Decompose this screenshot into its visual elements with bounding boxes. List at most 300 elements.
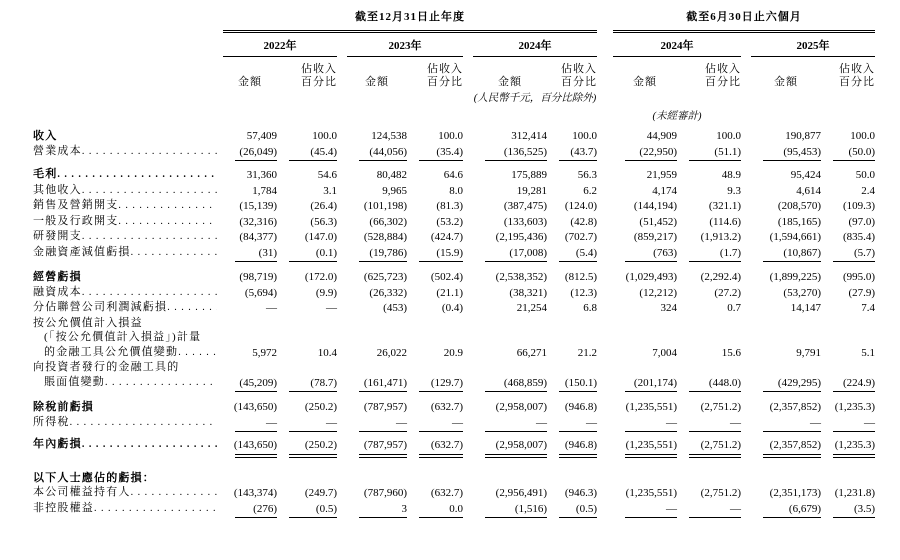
row-label-cell xyxy=(33,262,223,285)
cell-value: — xyxy=(473,415,547,433)
cell-value: (787,957) xyxy=(363,401,407,413)
cell-value: 100.0 xyxy=(312,130,337,142)
cell-value: 20.9 xyxy=(443,346,463,359)
cell-value: (1.7) xyxy=(677,245,741,263)
dot-leader xyxy=(131,245,217,261)
cell-value: (946.8) xyxy=(547,432,597,458)
cell-value: (22,950) xyxy=(613,144,677,162)
col-header-pct-line1: 佔收入 xyxy=(427,63,463,75)
col-header-pct-line1: 佔收入 xyxy=(839,63,876,75)
dot-leader xyxy=(70,415,217,431)
cell-value: (133,603) xyxy=(503,215,547,228)
group-gap xyxy=(597,214,613,230)
cell-value: 0.7 xyxy=(727,302,741,314)
row-label-text: 銷售及營銷開支 xyxy=(33,199,119,211)
group-gap xyxy=(597,10,613,31)
cell-value: (2,357,852) xyxy=(769,401,821,413)
group-gap xyxy=(597,229,613,245)
cell-value: 324 xyxy=(660,302,677,314)
pair-gap xyxy=(337,144,347,162)
col-header-pct-line1: 佔收入 xyxy=(705,63,741,75)
cell-value: 2.4 xyxy=(861,184,876,197)
currency-note: (人民幣千元，百分比除外) xyxy=(473,93,597,104)
cell-value: (114.6) xyxy=(709,215,741,228)
pair-gap xyxy=(463,183,473,199)
pair-gap xyxy=(741,144,751,162)
pair-gap xyxy=(741,285,751,301)
cell-value: (250.2) xyxy=(304,401,337,413)
cell-value: 0.0 xyxy=(407,501,463,519)
table-row xyxy=(33,501,875,519)
pair-gap xyxy=(741,432,751,458)
cell-value: (27.9) xyxy=(848,286,876,299)
cell-value: (0.5) xyxy=(277,501,337,519)
pair-gap xyxy=(337,501,347,519)
cell-value: 3 xyxy=(347,501,407,519)
cell-value: (859,217) xyxy=(633,231,677,243)
row-label xyxy=(33,437,217,453)
cell-value: (45,209) xyxy=(223,375,277,393)
table-row xyxy=(33,183,875,199)
row-label-cell xyxy=(33,316,875,331)
cell-value: (2,292.4) xyxy=(700,271,741,283)
currency-note-row xyxy=(33,89,875,107)
row-label xyxy=(33,285,217,301)
cell-value: (124.0) xyxy=(564,200,597,212)
row-label-cell xyxy=(33,485,223,501)
cell-value: (26.4) xyxy=(310,200,337,212)
pair-gap xyxy=(463,57,473,90)
cell-value: (15,139) xyxy=(239,200,277,212)
year-header: 2022年 xyxy=(223,31,337,57)
cell-value: 21,254 xyxy=(516,302,547,314)
row-label-cell xyxy=(33,458,875,486)
cell-value: (502.4) xyxy=(430,271,463,283)
pair-gap xyxy=(463,214,473,230)
cell-value: (51,452) xyxy=(639,215,677,228)
cell-value: (12.3) xyxy=(570,286,597,299)
pair-gap xyxy=(463,229,473,245)
year-header: 2025年 xyxy=(751,31,875,57)
row-label-text: 所得稅 xyxy=(33,415,70,428)
cell-value: (632.7) xyxy=(430,401,463,413)
cell-value: 9.3 xyxy=(727,184,741,197)
corner-cell xyxy=(33,10,223,31)
pair-gap xyxy=(463,501,473,519)
cell-value: — xyxy=(326,302,337,314)
cell-value: (19,786) xyxy=(347,245,407,263)
pair-gap xyxy=(463,262,473,285)
row-label-cell xyxy=(33,360,875,375)
pair-gap xyxy=(741,57,751,90)
cell-value: (97.0) xyxy=(848,215,876,228)
cell-value: (35.4) xyxy=(407,144,463,162)
cell-value: 10.4 xyxy=(317,346,337,359)
cell-value: (2,357,852) xyxy=(751,432,821,458)
cell-value: (51.1) xyxy=(677,144,741,162)
dot-leader xyxy=(82,144,217,160)
cell-value: (44,056) xyxy=(347,144,407,162)
group-gap xyxy=(597,262,613,285)
pair-gap xyxy=(463,161,473,183)
cell-value: — xyxy=(547,415,597,433)
pair-gap xyxy=(741,161,751,183)
group-gap xyxy=(597,392,613,415)
cell-value: (101,198) xyxy=(363,200,407,212)
dot-leader xyxy=(131,485,217,501)
row-label xyxy=(44,345,217,361)
cell-value: (53.2) xyxy=(436,215,463,228)
cell-value: — xyxy=(347,415,407,433)
col-header-amount: 金額 xyxy=(238,75,262,88)
group-gap xyxy=(597,124,613,144)
cell-value: (763) xyxy=(613,245,677,263)
pair-gap xyxy=(337,285,347,301)
period-header: 截至6月30日止六個月 xyxy=(613,10,875,31)
table-row xyxy=(33,360,875,375)
row-label-text: 經營虧損 xyxy=(33,271,82,283)
cell-value: (1,029,493) xyxy=(625,271,677,283)
dot-leader xyxy=(57,167,217,183)
cell-value: (66,302) xyxy=(369,215,407,228)
cell-value: (2,958,007) xyxy=(495,401,547,413)
cell-value: (1,899,225) xyxy=(769,271,821,283)
cell-value: (95,453) xyxy=(751,144,821,162)
col-header-amount: 金額 xyxy=(633,75,657,88)
unaudited-note-row xyxy=(33,107,875,125)
row-label xyxy=(33,471,869,486)
cell-value: 44,909 xyxy=(646,130,677,142)
cell-value: (31) xyxy=(223,245,277,263)
cell-value: 100.0 xyxy=(850,130,876,142)
pair-gap xyxy=(463,124,473,144)
cell-value: (995.0) xyxy=(842,271,876,283)
table-row xyxy=(33,330,875,345)
row-label-cell xyxy=(33,229,223,245)
row-label xyxy=(33,501,217,517)
cell-value: 5,972 xyxy=(252,346,277,359)
cell-value: 100.0 xyxy=(438,130,463,142)
cell-value: (161,471) xyxy=(347,375,407,393)
col-header-pct-line2: 百分比 xyxy=(301,76,337,88)
filler-cell xyxy=(741,107,875,125)
cell-value: — xyxy=(751,415,821,433)
pair-gap xyxy=(741,198,751,214)
col-header-pct xyxy=(277,57,337,90)
col-header-pct xyxy=(407,57,463,90)
pair-gap xyxy=(463,300,473,316)
row-label-text: 收入 xyxy=(33,130,58,142)
pair-gap xyxy=(463,392,473,415)
pair-gap xyxy=(741,31,751,57)
pair-gap xyxy=(463,198,473,214)
cell-value: 3.1 xyxy=(323,184,337,197)
row-label-text: 金融資產減值虧損 xyxy=(33,245,131,258)
cell-value: (0.5) xyxy=(547,501,597,519)
cell-value: (787,957) xyxy=(347,432,407,458)
financial-summary-table xyxy=(33,10,875,518)
cell-value: 54.6 xyxy=(317,169,337,181)
row-label xyxy=(33,400,217,415)
cell-value: (84,377) xyxy=(239,231,277,243)
group-gap xyxy=(597,415,613,433)
pair-gap xyxy=(463,245,473,263)
row-label-cell xyxy=(33,124,223,144)
cell-value: (702.7) xyxy=(564,231,597,243)
cell-value: (21.1) xyxy=(436,286,463,299)
cell-value: (27.2) xyxy=(714,286,741,299)
cell-value: (109.3) xyxy=(842,200,876,212)
col-header-pct xyxy=(547,57,597,90)
table-row xyxy=(33,214,875,230)
row-label xyxy=(33,270,217,285)
row-label-text: 分佔聯營公司利潤減虧損 xyxy=(33,301,168,313)
cell-value: (1,594,661) xyxy=(769,231,821,243)
row-label-cell xyxy=(33,432,223,458)
pair-gap xyxy=(741,229,751,245)
cell-value: 9,791 xyxy=(796,346,821,359)
pair-gap xyxy=(337,300,347,316)
cell-value: (38,321) xyxy=(509,286,547,299)
cell-value: (43.7) xyxy=(547,144,597,162)
cell-value: (632.7) xyxy=(407,432,463,458)
row-label xyxy=(44,330,869,345)
row-label xyxy=(33,229,217,245)
row-label xyxy=(33,300,217,316)
cell-value: (946.8) xyxy=(564,401,597,413)
cell-value: (208,570) xyxy=(777,200,821,212)
table-row xyxy=(33,198,875,214)
cell-value: (424.7) xyxy=(430,231,463,243)
pair-gap xyxy=(337,345,347,361)
row-label-cell xyxy=(33,501,223,519)
row-label xyxy=(33,214,217,230)
cell-value: — xyxy=(613,501,677,519)
col-header-pct-line1: 佔收入 xyxy=(301,63,337,75)
filler-cell xyxy=(33,89,473,107)
dot-leader xyxy=(105,375,217,391)
cell-value: 6.8 xyxy=(583,302,597,314)
cell-value: 4,614 xyxy=(796,184,821,197)
pair-gap xyxy=(337,229,347,245)
cell-value: 21,959 xyxy=(646,169,677,181)
cell-value: (2,751.2) xyxy=(677,432,741,458)
row-label-cell xyxy=(33,161,223,183)
cell-value: 50.0 xyxy=(855,169,876,181)
cell-value: 100.0 xyxy=(716,130,741,142)
pair-gap xyxy=(741,485,751,501)
pair-gap xyxy=(337,392,347,415)
pair-gap xyxy=(337,161,347,183)
row-label xyxy=(33,245,217,261)
row-label-text: 以下人士應佔的虧損： xyxy=(33,471,155,484)
cell-value: (1,913.2) xyxy=(700,231,741,243)
row-label-text: 毛利 xyxy=(33,168,58,180)
unaudited-note: (未經審計) xyxy=(652,110,702,122)
cell-value: (17,008) xyxy=(473,245,547,263)
cell-value: (172.0) xyxy=(304,271,337,283)
cell-value: (98,719) xyxy=(239,271,277,283)
group-gap xyxy=(597,57,613,90)
cell-value: (56.3) xyxy=(310,215,337,228)
dot-leader xyxy=(118,214,217,230)
cell-value: (429,295) xyxy=(751,375,821,393)
cell-value: (5,694) xyxy=(244,286,277,299)
pair-gap xyxy=(337,262,347,285)
cell-value: (835.4) xyxy=(842,231,876,243)
group-gap xyxy=(597,198,613,214)
cell-value: (45.4) xyxy=(277,144,337,162)
pair-gap xyxy=(741,214,751,230)
cell-value: (12,212) xyxy=(639,286,677,299)
cell-value: (5.4) xyxy=(547,245,597,263)
row-label-cell xyxy=(33,198,223,214)
cell-value: (143,650) xyxy=(233,401,277,413)
cell-value: — xyxy=(821,415,875,433)
cell-value: (249.7) xyxy=(304,487,337,499)
dot-leader xyxy=(167,300,217,316)
group-gap xyxy=(597,285,613,301)
cell-value: — xyxy=(266,302,277,314)
table-body xyxy=(33,124,875,518)
table-row xyxy=(33,458,875,486)
corner-cell xyxy=(33,57,223,90)
cell-value: (185,165) xyxy=(777,215,821,228)
cell-value: (150.1) xyxy=(547,375,597,393)
row-label xyxy=(33,485,217,501)
cell-value: (453) xyxy=(383,302,407,314)
pair-gap xyxy=(337,415,347,433)
cell-value: (42.8) xyxy=(570,215,597,228)
row-label-text: 的金融工具公允價值變動 xyxy=(44,345,179,358)
cell-value: (1,235,551) xyxy=(625,487,677,499)
period-group-row xyxy=(33,10,875,31)
cell-value: (625,723) xyxy=(363,271,407,283)
cell-value: (144,194) xyxy=(633,200,677,212)
cell-value: (1,231.8) xyxy=(834,487,876,499)
cell-value: (0.4) xyxy=(441,302,463,314)
row-label-text: 賬面值變動 xyxy=(44,375,105,388)
cell-value: (2,956,491) xyxy=(495,487,547,499)
row-label-text: 年內虧損 xyxy=(33,438,82,450)
cell-value: (5.7) xyxy=(821,245,875,263)
row-label-text: (「按公允價值計入損益」)計量 xyxy=(44,331,202,343)
table-row xyxy=(33,432,875,458)
col-header-amount: 金額 xyxy=(774,75,798,88)
cell-value: 6.2 xyxy=(583,184,597,197)
table-row xyxy=(33,316,875,331)
pair-gap xyxy=(741,375,751,393)
table-row xyxy=(33,415,875,433)
cell-value: (53,270) xyxy=(783,286,821,299)
group-gap xyxy=(597,345,613,361)
cell-value: 26,022 xyxy=(376,346,407,359)
row-label xyxy=(33,129,217,144)
cell-value: — xyxy=(277,415,337,433)
row-label xyxy=(33,183,217,199)
group-gap xyxy=(597,432,613,458)
cell-value: (468,859) xyxy=(473,375,547,393)
pair-gap xyxy=(337,485,347,501)
col-header-pct-line2: 百分比 xyxy=(427,76,463,88)
cell-value: (2,751.2) xyxy=(700,487,741,499)
row-label-cell xyxy=(33,330,875,345)
corner-cell xyxy=(33,31,223,57)
cell-value: (2,751.2) xyxy=(700,401,741,413)
cell-value: (224.9) xyxy=(821,375,875,393)
table-header xyxy=(33,10,875,124)
pair-gap xyxy=(741,415,751,433)
cell-value: 64.6 xyxy=(443,169,463,181)
cell-value: — xyxy=(613,415,677,433)
cell-value: 8.0 xyxy=(449,184,463,197)
dot-leader xyxy=(82,183,217,199)
cell-value: (78.7) xyxy=(277,375,337,393)
row-label-cell xyxy=(33,300,223,316)
pair-gap xyxy=(337,214,347,230)
cell-value: 14,147 xyxy=(790,302,821,314)
cell-value: 80,482 xyxy=(376,169,407,181)
cell-value: (321.1) xyxy=(708,200,741,212)
cell-value: (276) xyxy=(223,501,277,519)
cell-value: 4,174 xyxy=(652,184,677,197)
table-row xyxy=(33,392,875,415)
row-label-text: 其他收入 xyxy=(33,183,82,196)
cell-value: 7.4 xyxy=(861,302,876,314)
pair-gap xyxy=(741,183,751,199)
row-label-text: 本公司權益持有人 xyxy=(33,486,131,498)
cell-value: 19,281 xyxy=(516,184,547,197)
cell-value: (1,235,551) xyxy=(625,401,677,413)
row-label xyxy=(33,415,217,431)
row-label-cell xyxy=(33,392,223,415)
col-header-amount: 金額 xyxy=(498,75,522,88)
dot-leader xyxy=(94,501,217,517)
cell-value: (143,374) xyxy=(233,487,277,499)
cell-value: 21.2 xyxy=(577,346,597,359)
filler-cell xyxy=(597,89,875,107)
group-gap xyxy=(597,183,613,199)
row-label-cell xyxy=(33,183,223,199)
row-label xyxy=(33,167,217,183)
pair-gap xyxy=(337,375,347,393)
year-header: 2023年 xyxy=(347,31,463,57)
pair-gap xyxy=(741,300,751,316)
pair-gap xyxy=(337,245,347,263)
row-label-text: 非控股權益 xyxy=(33,501,94,514)
pair-gap xyxy=(463,415,473,433)
cell-value: (26,332) xyxy=(369,286,407,299)
cell-value: — xyxy=(677,415,741,433)
cell-value: (9.9) xyxy=(315,286,337,299)
cell-value: (10,867) xyxy=(751,245,821,263)
col-header-pct-line2: 百分比 xyxy=(561,76,597,88)
cell-value: 48.9 xyxy=(721,169,741,181)
cell-value: (26,049) xyxy=(223,144,277,162)
cell-value: — xyxy=(407,415,463,433)
row-label-text: 營業成本 xyxy=(33,144,82,157)
cell-value: 95,424 xyxy=(790,169,821,181)
cell-value: (201,174) xyxy=(613,375,677,393)
table-row xyxy=(33,161,875,183)
col-header-amount: 金額 xyxy=(365,75,389,88)
row-label-cell xyxy=(33,285,223,301)
cell-value: (6,679) xyxy=(751,501,821,519)
cell-value: 124,538 xyxy=(371,130,407,142)
cell-value: — xyxy=(677,501,741,519)
col-header-pct-line2: 百分比 xyxy=(705,76,741,88)
cell-value: 312,414 xyxy=(511,130,547,142)
